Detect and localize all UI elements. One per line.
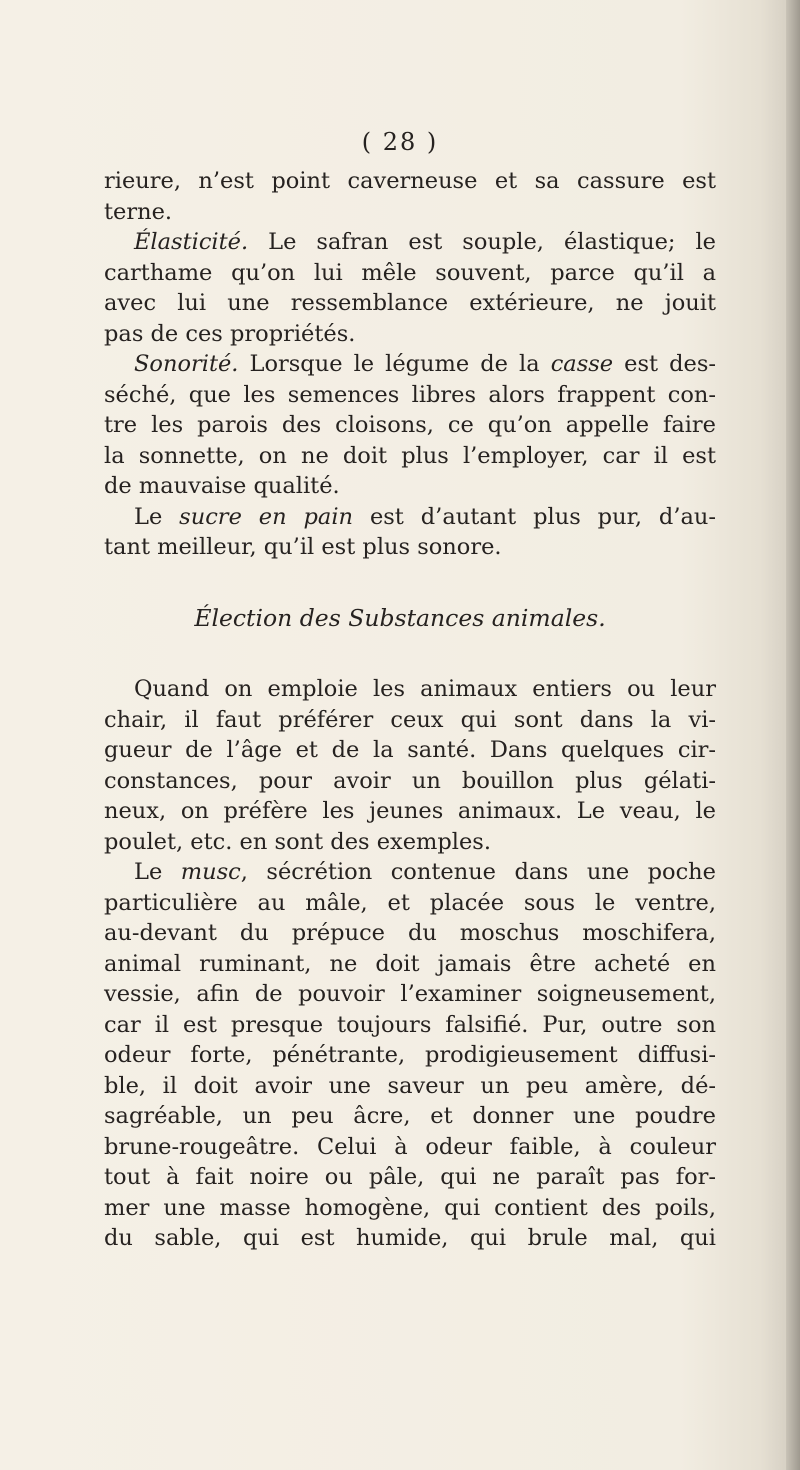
italic-term: casse	[550, 351, 614, 377]
text-run: terne.	[104, 198, 173, 225]
text-run: rieure, n’est point caverneuse et sa cassure est	[104, 168, 716, 194]
text-run: tout à fait noire ou pâle, qui ne paraît pas for-	[104, 1164, 716, 1190]
text-run: du sable, qui est humide, qui brule mal, qui	[104, 1225, 716, 1251]
text-line	[104, 166, 716, 197]
text-line	[104, 766, 716, 797]
text-line	[104, 674, 716, 705]
text-line	[104, 502, 716, 533]
text-line	[104, 1071, 716, 1102]
page-number: ( 28 )	[361, 128, 439, 156]
text-line	[104, 918, 716, 949]
text-line	[104, 288, 716, 319]
text-line	[104, 1040, 716, 1071]
text-run: particulière au mâle, et placée sous le ventre,	[104, 889, 716, 916]
text-line	[104, 735, 716, 766]
text-run: odeur forte, pénétrante, prodigieusement diffusi-	[104, 1042, 716, 1068]
text-line	[104, 1101, 716, 1132]
text-run: animal ruminant, ne doit jamais être acheté en	[104, 950, 716, 977]
text-line	[104, 1223, 716, 1254]
text-run: avec lui une ressemblance extérieure, ne jouit	[104, 290, 716, 316]
text-run: Lorsque le légume de la	[238, 351, 551, 377]
text-line	[104, 979, 716, 1010]
text-run: gueur de l’âge et de la santé. Dans quelques cir-	[104, 737, 716, 763]
text-line	[104, 319, 716, 350]
text-line	[104, 197, 716, 228]
text-line	[104, 949, 716, 980]
text-run: Le safran est souple, élastique; le	[248, 229, 716, 255]
text-line	[104, 1162, 716, 1193]
text-run: séché, que les semences libres alors frappent con-	[104, 381, 716, 408]
text-run: Le	[134, 503, 180, 530]
text-run: Quand on emploie les animaux entiers ou leur	[134, 676, 716, 702]
text-line	[104, 349, 716, 380]
text-run: vessie, afin de pouvoir l’examiner soigneusement,	[104, 981, 716, 1007]
text-run: poulet, etc. en sont des exemples.	[104, 828, 491, 855]
text-run: tant meilleur, qu’il est plus sonore.	[104, 534, 502, 560]
text-line	[104, 1193, 716, 1224]
italic-term: Élasticité.	[134, 229, 249, 255]
text-line	[104, 258, 716, 289]
italic-term: Sonorité.	[134, 351, 239, 377]
text-run: pas de ces propriétés.	[104, 320, 356, 347]
text-run: de mauvaise qualité.	[104, 473, 340, 499]
text-run: tre les parois des cloisons, ce qu’on appelle faire	[104, 412, 716, 438]
text-line	[104, 471, 716, 502]
text-run: au-devant du prépuce du moschus moschifera,	[104, 920, 716, 946]
text-run: la sonnette, on ne doit plus l’employer, car il est	[104, 442, 716, 469]
page-edge	[786, 0, 800, 1470]
text-run: Le	[134, 859, 181, 885]
text-run: constances, pour avoir un bouillon plus gélati-	[104, 767, 716, 794]
text-line	[104, 705, 716, 736]
text-run: est d’autant plus pur, d’au-	[353, 503, 716, 530]
text-line	[104, 796, 716, 827]
text-line	[104, 380, 716, 411]
text-line	[104, 827, 716, 858]
section-heading: Élection des Substances animales.	[194, 604, 606, 632]
text-line	[104, 532, 716, 563]
text-line	[104, 441, 716, 472]
text-run: brune-rougeâtre. Celui à odeur faible, à couleur	[104, 1133, 716, 1160]
text-run: est des-	[613, 351, 717, 377]
text-run: carthame qu’on lui mêle souvent, parce qu’il a	[104, 259, 716, 286]
text-run: sagréable, un peu âcre, et donner une poudre	[104, 1103, 716, 1129]
text-line	[104, 1010, 716, 1041]
text-line	[104, 410, 716, 441]
text-section-1	[104, 166, 716, 563]
text-run: car il est presque toujours falsifié. Pur, outre son	[104, 1011, 716, 1038]
text-run: ble, il doit avoir une saveur un peu amère, dé-	[104, 1072, 716, 1099]
text-line	[104, 1132, 716, 1163]
text-run: chair, il faut préférer ceux qui sont dans la vi-	[104, 706, 716, 733]
text-run: mer une masse homogène, qui contient des poils,	[104, 1194, 716, 1221]
text-run: , sécrétion contenue dans une poche	[240, 859, 716, 885]
text-section-2	[104, 674, 716, 1254]
italic-term: musc	[180, 859, 241, 885]
text-line	[104, 227, 716, 258]
text-run: neux, on préfère les jeunes animaux. Le veau, le	[104, 798, 716, 824]
text-line	[104, 888, 716, 919]
text-line	[104, 857, 716, 888]
italic-term: sucre en pain	[179, 503, 354, 530]
